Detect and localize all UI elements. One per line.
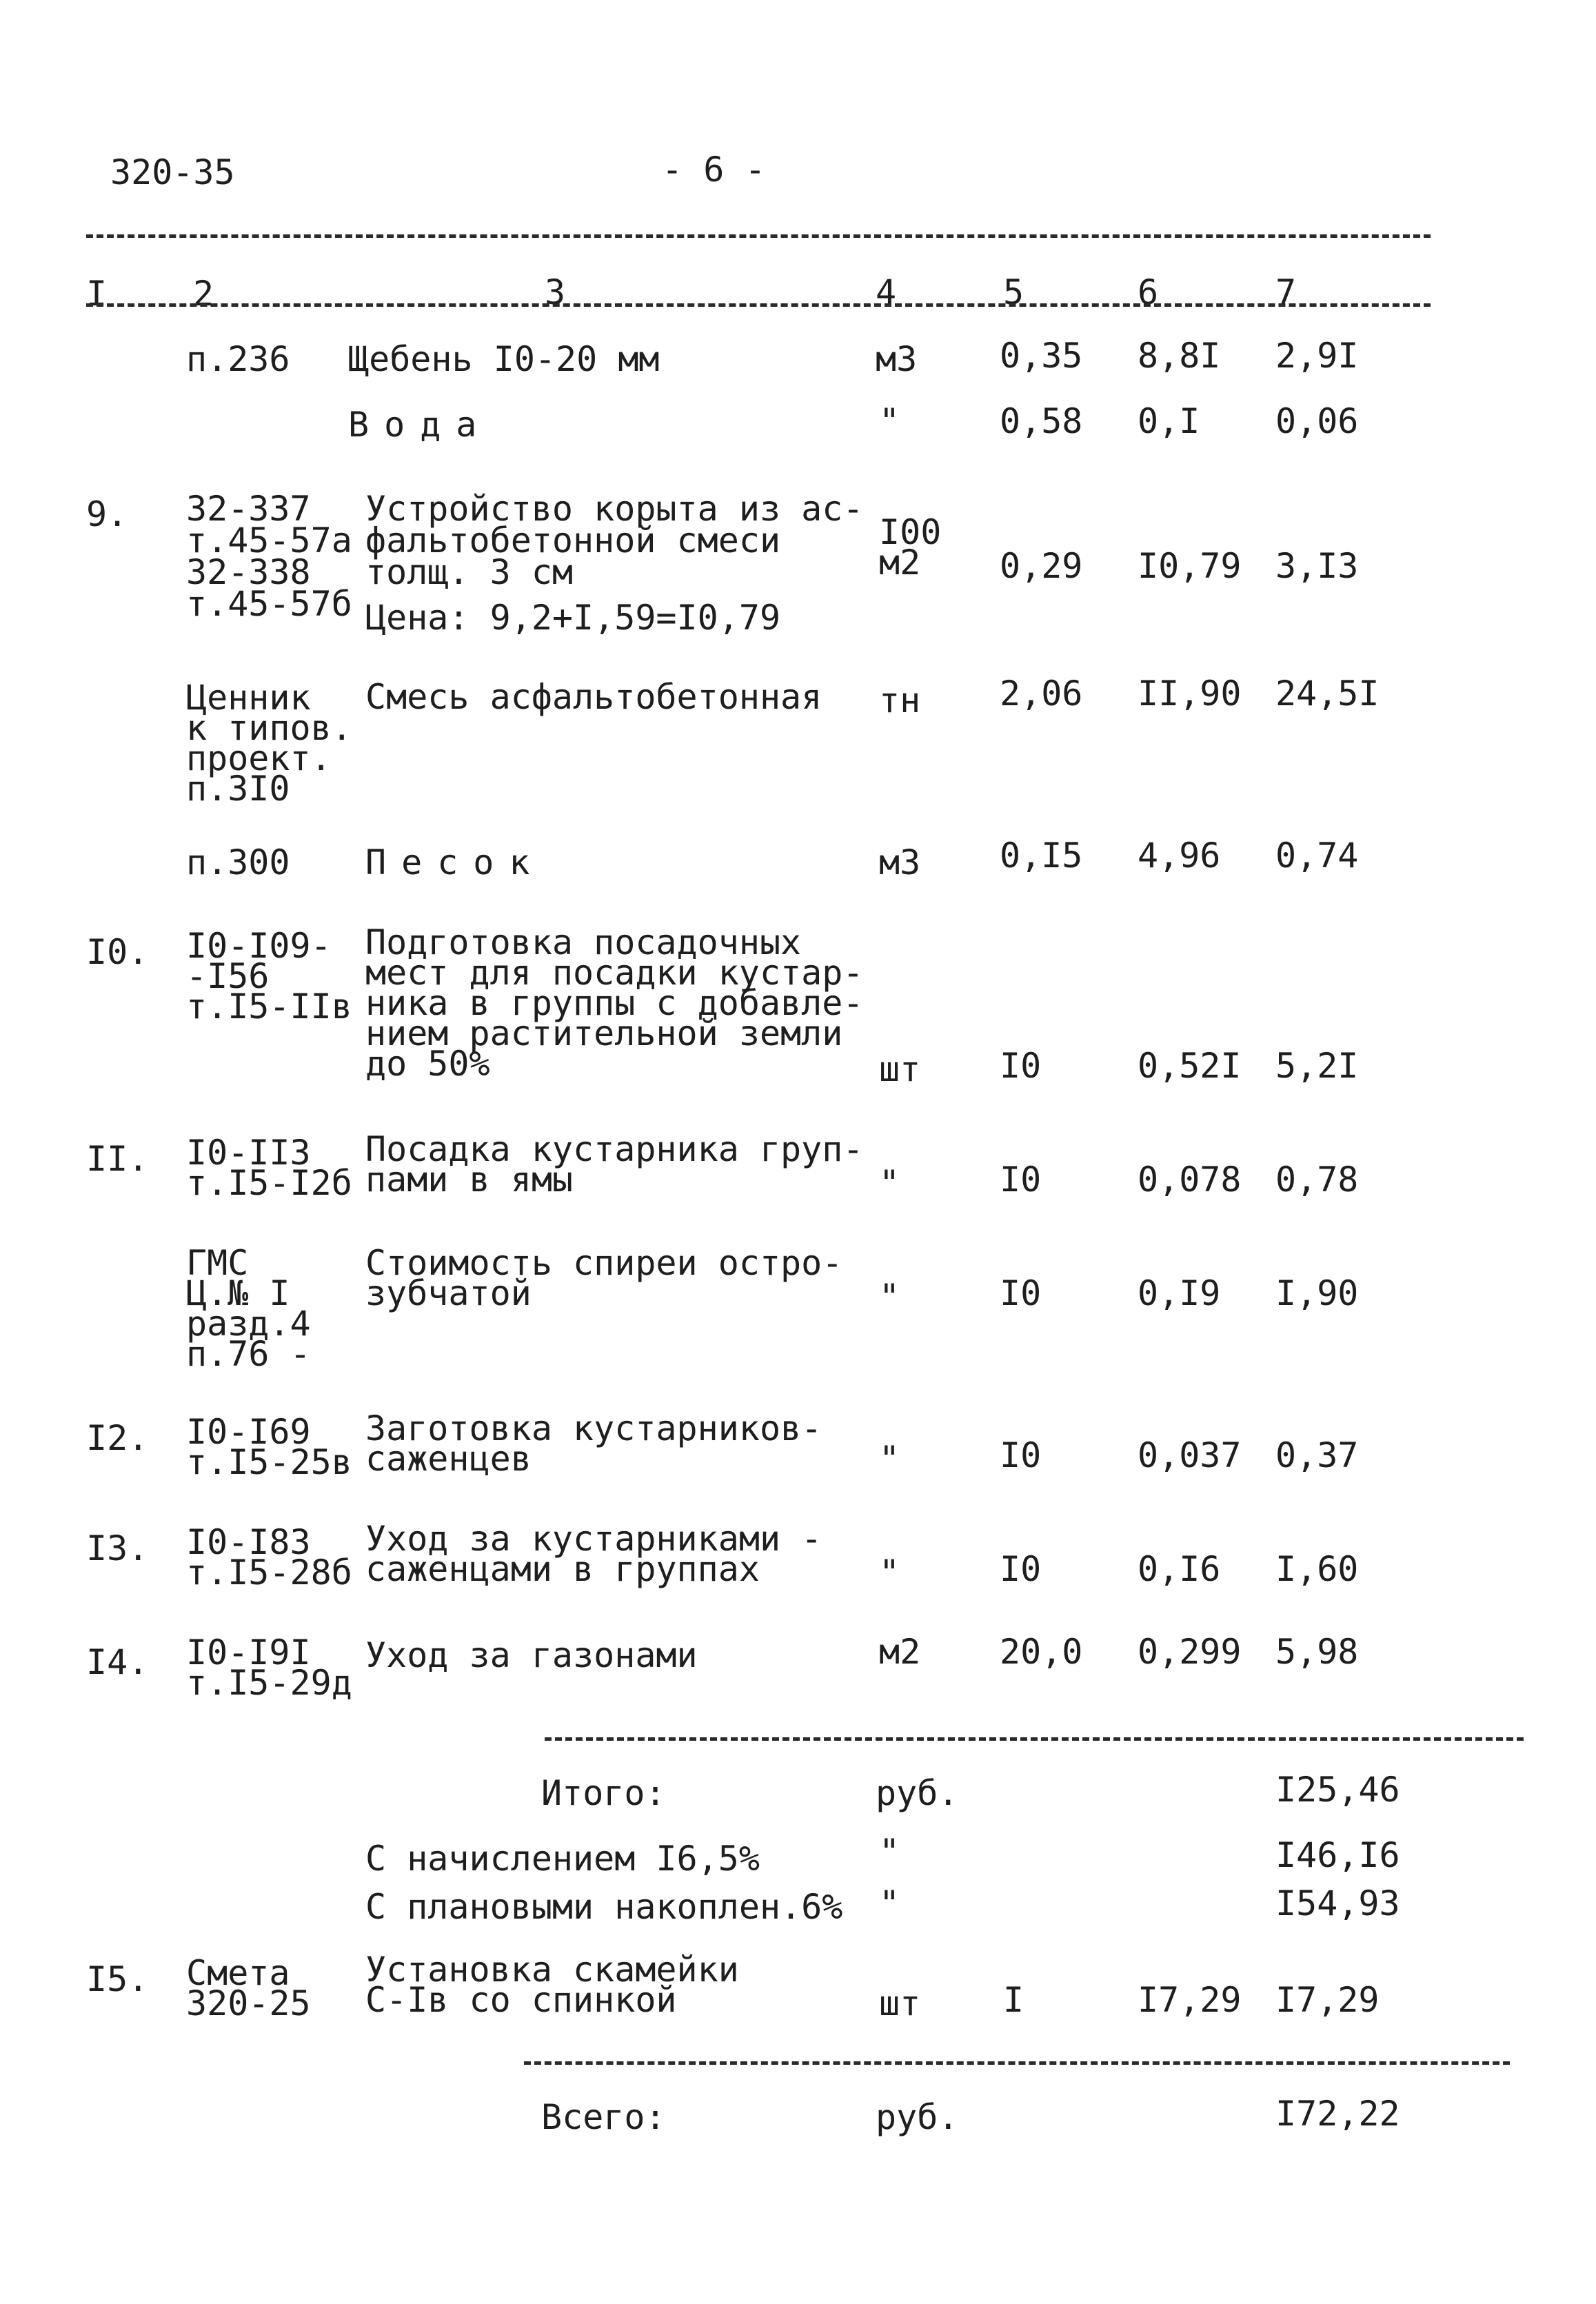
row-qty: I0 [1000, 1549, 1042, 1589]
row-unit: " [879, 1163, 900, 1203]
row-price: 0,52I [1138, 1046, 1242, 1086]
row-num: I3. [86, 1528, 149, 1568]
row-qty: 20,0 [1000, 1632, 1083, 1672]
row-unit: I00 м2 [879, 512, 942, 583]
row-total: I,60 [1275, 1549, 1359, 1589]
page-number: - 6 - [662, 150, 766, 190]
subtotal-label: Итого: [541, 1773, 666, 1813]
row-desc: Посадка кустарника груп- пами в ямы [365, 1129, 864, 1200]
row-code: I0-I9I т.I5-29д [186, 1633, 352, 1703]
subtotal-total: I25,46 [1275, 1770, 1400, 1810]
grand-total-value: I72,22 [1275, 2094, 1400, 2134]
row-price: 4,96 [1138, 836, 1221, 876]
row-qty: 0,58 [1000, 401, 1083, 441]
row-qty: I [1003, 1980, 1024, 2020]
subtotal-rule [545, 1737, 1524, 1741]
row-desc: Уход за газонами [365, 1635, 698, 1675]
row-code: I0-II3 т.I5-I2б [186, 1133, 352, 1203]
row-unit: м3 [879, 842, 921, 882]
row-num: II. [86, 1139, 149, 1179]
row-unit: " [879, 1439, 900, 1479]
row-code: ГМС Ц.№ I разд.4 п.76 - [186, 1243, 311, 1374]
row-qty: 0,35 [1000, 336, 1083, 376]
subtotal-total: I46,I6 [1275, 1835, 1400, 1875]
col-head-2: 2 [193, 274, 214, 314]
row-num: 9. [86, 494, 128, 534]
row-desc: Смесь асфальтобетонная [365, 677, 822, 717]
row-desc: Подготовка посадочных мест для посадки кустар- ника в группы с добавле- нием растительной земли до 50% [365, 922, 864, 1084]
header-top-rule [86, 234, 1431, 238]
row-qty: 0,I5 [1000, 836, 1083, 876]
row-code: I0-I83 т.I5-28б [186, 1522, 352, 1593]
row-num: I4. [86, 1642, 149, 1682]
row-unit: " [879, 1277, 900, 1317]
grand-total-rule [524, 2061, 1510, 2065]
grand-total-unit: руб. [876, 2097, 959, 2137]
subtotal-unit: руб. [876, 1773, 959, 1813]
row-unit: тн [879, 680, 921, 720]
row-price: I7,29 [1138, 1980, 1242, 2020]
row-price: 0,299 [1138, 1632, 1242, 1672]
row-price: 0,037 [1138, 1435, 1242, 1475]
row-price: 0,I9 [1138, 1273, 1221, 1313]
row-desc: Песок [365, 842, 545, 882]
doc-code: 320-35 [110, 152, 235, 192]
row-desc-price-note: Цена: 9,2+I,59=I0,79 [365, 598, 781, 638]
col-head-1: I [86, 274, 108, 314]
row-total: 0,06 [1275, 401, 1359, 441]
row-code: 32-337 т.45-57а 32-338 т.45-57б [186, 489, 352, 624]
row-code: I0-I09- -I56 т.I5-IIв [186, 926, 352, 1027]
row-total: 5,98 [1275, 1632, 1359, 1672]
row-total: 0,78 [1275, 1160, 1359, 1200]
row-total: 3,I3 [1275, 546, 1359, 586]
row-total: 0,37 [1275, 1435, 1359, 1475]
row-qty: I0 [1000, 1160, 1042, 1200]
row-unit: " [879, 401, 900, 441]
col-head-3: 3 [545, 272, 566, 312]
subtotal-unit: " [879, 1832, 900, 1872]
row-price: 8,8I [1138, 336, 1221, 376]
row-code: п.300 [186, 842, 290, 882]
row-price: 0,078 [1138, 1160, 1242, 1200]
row-qty: I0 [1000, 1046, 1042, 1086]
row-unit: шт [879, 1049, 921, 1089]
row-price: 0,I6 [1138, 1549, 1221, 1589]
row-desc: Вода [348, 405, 492, 445]
row-total: I7,29 [1275, 1980, 1380, 2020]
row-desc: Заготовка кустарников- саженцев [365, 1408, 822, 1479]
row-qty: 0,29 [1000, 546, 1083, 586]
row-total: 24,5I [1275, 674, 1380, 714]
row-price: II,90 [1138, 674, 1242, 714]
row-code: Смета 320-25 [186, 1953, 311, 2023]
row-code: Ценник к типов. проект. п.3I0 [186, 678, 352, 809]
row-total: 5,2I [1275, 1046, 1359, 1086]
row-qty: I0 [1000, 1273, 1042, 1313]
row-qty: 2,06 [1000, 674, 1083, 714]
row-unit: м2 [879, 1632, 921, 1672]
row-unit: м3 [876, 339, 918, 379]
row-total: 2,9I [1275, 336, 1359, 376]
row-desc: Устройство корыта из ас- фальтобетонной смеси толщ. 3 см [365, 489, 864, 592]
row-num: I0. [86, 932, 149, 972]
row-desc: Щебень I0-20 мм [348, 339, 660, 379]
row-total: 0,74 [1275, 836, 1359, 876]
row-code: п.236 [186, 339, 290, 379]
subtotal-unit: " [879, 1883, 900, 1923]
row-qty: I0 [1000, 1435, 1042, 1475]
header-bottom-rule [86, 303, 1431, 307]
subtotal-label: С начислением I6,5% [365, 1839, 760, 1879]
col-head-5: 5 [1003, 272, 1024, 312]
row-unit: " [879, 1553, 900, 1593]
grand-total-label: Всего: [541, 2097, 666, 2137]
row-desc: Стоимость спиреи остро- зубчатой [365, 1243, 843, 1313]
row-price: 0,I [1138, 401, 1200, 441]
row-price: I0,79 [1138, 546, 1242, 586]
col-head-4: 4 [876, 272, 897, 312]
row-unit: шт [879, 1983, 921, 2023]
row-desc: Установка скамейки С-Iв со спинкой [365, 1950, 739, 2020]
row-desc: Уход за кустарниками - саженцами в группах [365, 1519, 822, 1589]
row-code: I0-I69 т.I5-25в [186, 1412, 352, 1482]
row-total: I,90 [1275, 1273, 1359, 1313]
col-head-6: 6 [1138, 272, 1159, 312]
row-num: I2. [86, 1418, 149, 1458]
row-num: I5. [86, 1959, 149, 1999]
subtotal-label: С плановыми накоплен.6% [365, 1887, 843, 1927]
subtotal-total: I54,93 [1275, 1883, 1400, 1923]
col-head-7: 7 [1275, 272, 1297, 312]
